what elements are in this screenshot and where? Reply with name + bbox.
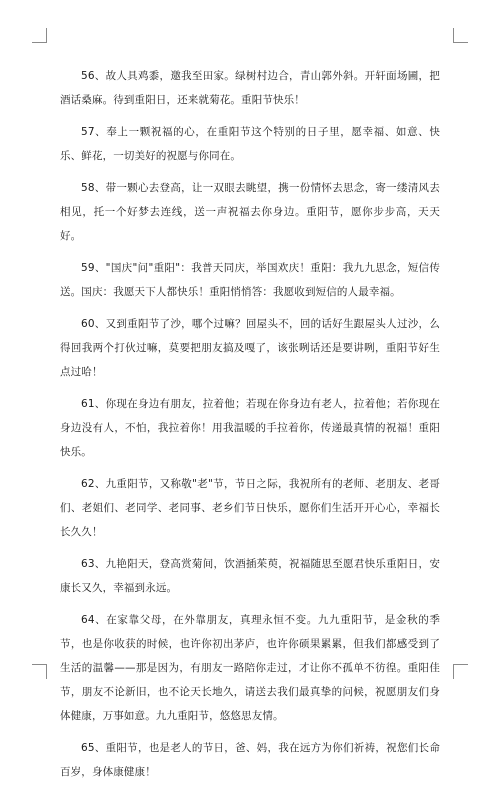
paragraph-61: 61、你现在身边有朋友，拉着他；若现在你身边有老人，拉着他；若你现在身边没有人，不怕，我拉着你！用我温暖的手拉着你，传递最真情的祝福！重阳快乐。: [60, 398, 440, 458]
paragraph-60: 60、又到重阳节了沙，哪个过嘛？回屋头不，回的话好生跟屋头人过沙，么得回我两个打伙过嘛，莫要把朋友搞及嘎了，该张咧话还是要讲咧，重阳节好生点过哈！: [60, 318, 440, 378]
paragraph-62: 62、九重阳节，又称敬"老"节，节日之际，我祝所有的老师、老朋友、老哥们、老姐们、老同学、老同事、老乡们节日快乐，愿你们生活开开心心，幸福长长久久！: [60, 478, 440, 538]
paragraph-56: 56、故人具鸡黍，邀我至田家。绿树村边合，青山郭外斜。开轩面场圃，把酒话桑麻。待到重阳日，还来就菊花。重阳节快乐！: [60, 70, 440, 106]
document-body: [60, 64, 440, 792]
crop-mark-bottom-right: [453, 664, 468, 679]
paragraph-58: 58、带一颗心去登高，让一双眼去眺望，携一份情怀去思念，寄一缕清风去相见，托一个好梦去连线，送一声祝福去你身边。重阳节，愿你步步高，天天好。: [60, 182, 440, 242]
paragraph-57: 57、奉上一颗祝福的心，在重阳节这个特别的日子里，愿幸福、如意、快乐、鲜花，一切美好的祝愿与你同在。: [60, 126, 440, 162]
crop-mark-bottom-left: [32, 664, 47, 679]
paragraph-63: 63、九艳阳天，登高赏菊间，饮酒插茱萸，祝福随思至愿君快乐重阳日，安康长又久，幸福到永远。: [60, 558, 440, 594]
paragraph-64: 64、在家靠父母，在外靠朋友，真理永恒不变。九九重阳节，是金秋的季节，也是你收获的时候，也许你初出茅庐，也许你硕果累累，但我们都感受到了生活的温馨——那是因为，有朋友一路陪你走过，才让你不孤单不彷徨。重阳佳节，朋友不论新旧，也不论天长地久，请送去我们最真挚的问候，祝愿朋友们身体健康，万事如意。九九重阳节，悠悠思友情。: [60, 614, 440, 722]
crop-mark-top-right: [453, 28, 468, 43]
paragraph-65: 65、重阳节，也是老人的节日，爸、妈，我在远方为你们祈祷，祝您们长命百岁，身体康健康！: [60, 742, 440, 778]
crop-mark-top-left: [32, 28, 47, 43]
paragraph-59: 59、"国庆"问"重阳"：我普天同庆，举国欢庆！重阳：我九九思念，短信传送。国庆：我愿天下人都快乐！重阳悄悄答：我愿收到短信的人最幸福。: [60, 262, 440, 298]
